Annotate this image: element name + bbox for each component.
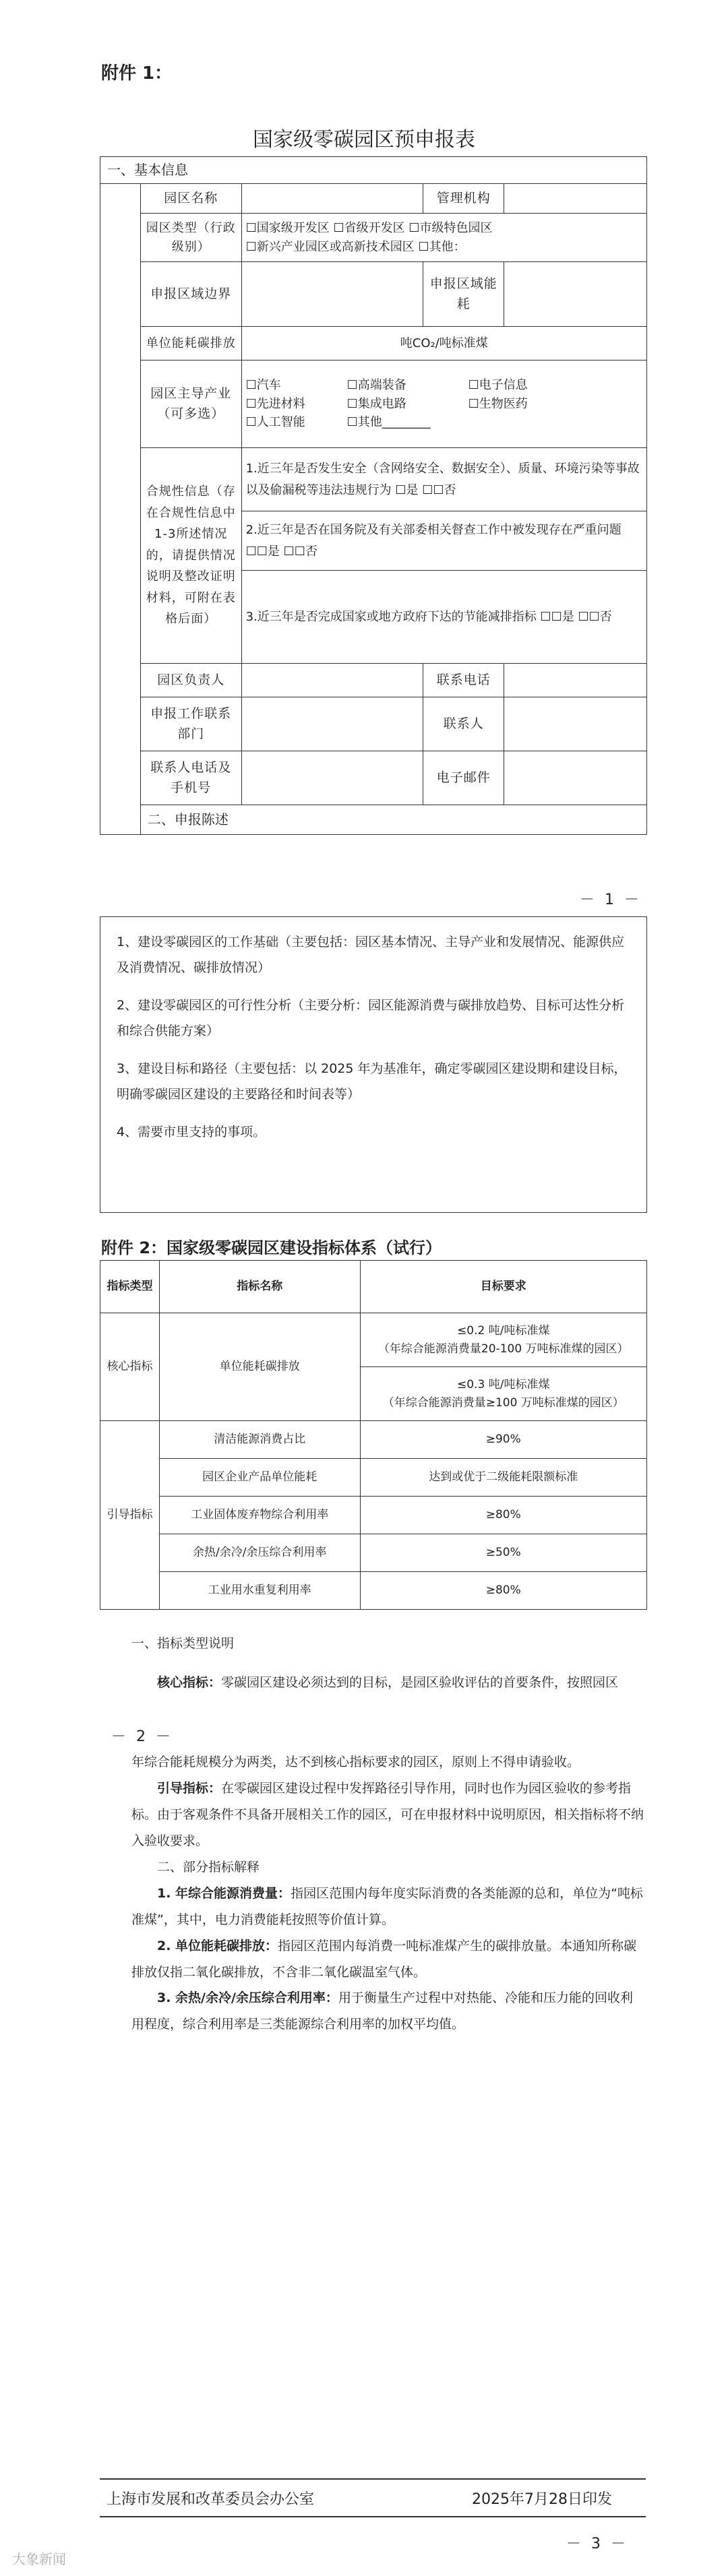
- left-margin-cell: [100, 184, 141, 835]
- park-name-field[interactable]: [241, 184, 423, 214]
- core-def: [131, 1670, 644, 1696]
- park-type-options-line1: ☐国家级开发区 ☐省级开发区 ☐市级特色园区: [245, 220, 493, 235]
- page-number-1: － 1 －: [580, 891, 642, 908]
- item-3: [131, 1985, 644, 2038]
- email-field[interactable]: [504, 751, 647, 805]
- attachment-2-title: 附件 2：国家级零碳园区建设指标体系（试行）: [101, 1238, 442, 1257]
- core-def-term: 核心指标：: [157, 1675, 222, 1690]
- industry-ic[interactable]: ☐集成电路: [346, 396, 406, 411]
- page-number-2: － 2 －: [111, 1728, 173, 1745]
- statement-para-2: 2、建设零碳园区的可行性分析（主要分析：园区能源消费与碳排放趋势、目标可达性分析和综合供能方案）: [117, 998, 625, 1038]
- park-type-options-line2: ☐新兴产业园区或高新技术园区 ☐其他：: [245, 239, 466, 254]
- guide-def-term: 引导指标：: [157, 1780, 222, 1796]
- footer-rule-bottom: [100, 2516, 646, 2517]
- contact-field[interactable]: [504, 697, 647, 751]
- footer-rule-top: [100, 2478, 646, 2480]
- item-3-text: 用于衡量生产过程中对热能、冷能和压力能的回收利用程度，综合利用率是三类能源综合利用率的加权平均值。: [131, 1990, 633, 2032]
- indicator-table: [100, 1260, 647, 1610]
- core-req-1-value: ≤0.2 吨/吨标准煤: [457, 1324, 550, 1338]
- guide-req-4: ≥50%: [360, 1534, 646, 1572]
- core-def-cont: 年综合能耗规模分为两类，达不到核心指标要求的园区，原则上不得申请验收。: [131, 1755, 580, 1769]
- industry-materials[interactable]: ☐先进材料: [245, 396, 305, 411]
- statement-para-4: 4、需要市里支持的事项。: [117, 1125, 266, 1139]
- intensity-label: 单位能耗碳排放: [140, 327, 241, 360]
- mgmt-label: 管理机构: [423, 184, 504, 214]
- compliance-item-3[interactable]: 3.近三年是否完成国家或地方政府下达的节能减排指标 ☐☐是 ☐☐否: [241, 571, 646, 664]
- item-1-term: 1. 年综合能源消费量：: [157, 1885, 291, 1901]
- core-req-2-note: （年综合能源消费量≥100 万吨标准煤的园区）: [382, 1395, 624, 1410]
- section-basic-info: 一、基本信息: [100, 157, 647, 184]
- guide-name-5: 工业用水重复利用率: [159, 1572, 360, 1610]
- industry-biomed[interactable]: ☐生物医药: [468, 396, 528, 411]
- intensity-unit: 吨CO₂/吨标准煤: [241, 327, 646, 360]
- industry-row-1: [246, 376, 642, 395]
- sec2-heading: 二、部分指标解释: [157, 1859, 260, 1875]
- core-req-1: [360, 1313, 646, 1367]
- dept-label: 申报工作联系部门: [140, 697, 241, 751]
- core-req-2-value: ≤0.3 吨/吨标准煤: [457, 1378, 550, 1392]
- guide-def-text: 在零碳园区建设过程中发挥路径引导作用，同时也作为园区验收的参考指标。由于客观条件不具备开展相关工作的园区，可在申报材料中说明原因，相关指标将不纳入验收要求。: [131, 1780, 644, 1848]
- header-req: 目标要求: [360, 1261, 646, 1313]
- mobile-label: 联系人电话及手机号: [140, 751, 241, 805]
- core-type: 核心指标: [100, 1313, 160, 1421]
- expl-heading: 一、指标类型说明: [131, 1636, 235, 1651]
- item-2: [131, 1933, 644, 1986]
- item-1: [131, 1881, 644, 1933]
- industry-ai[interactable]: ☐人工智能: [245, 415, 305, 430]
- compliance-item-2[interactable]: 2.近三年是否在国务院及有关部委相关督查工作中被发现存在严重问题 ☐☐是 ☐☐否: [241, 511, 646, 571]
- item-2-text: 指园区范围内每消费一吨标准煤产生的碳排放量。本通知所称碳排放仅指二氧化碳排放，不含非二氧化碳温室气体。: [131, 1938, 637, 1980]
- leader-label: 园区负责人: [140, 664, 241, 697]
- industry-row-2: [246, 395, 642, 414]
- watermark: 大象新闻: [12, 2551, 66, 2567]
- guide-req-3: ≥80%: [360, 1497, 646, 1534]
- phone-field[interactable]: [504, 664, 647, 697]
- footer-date: 2025年7月28日印发: [472, 2491, 612, 2508]
- mobile-field[interactable]: [241, 751, 423, 805]
- dept-field[interactable]: [241, 697, 423, 751]
- item-1-text: 指园区范围内每年度实际消费的各类能源的总和，单位为“吨标准煤”，其中，电力消费能耗按照等价值计算。: [131, 1885, 643, 1927]
- statement-para-3: 3、建设目标和路径（主要包括：以 2025 年为基准年，确定零碳园区建设期和建设目标，明确零碳园区建设的主要路径和时间表等）: [117, 1061, 627, 1102]
- park-type-label: 园区类型（行政级别）: [140, 214, 241, 262]
- guide-type: 引导指标: [100, 1421, 160, 1610]
- boundary-label: 申报区域边界: [140, 262, 241, 327]
- item-2-term: 2. 单位能耗碳排放：: [157, 1938, 278, 1953]
- industry-row-3: [246, 413, 642, 432]
- park-name-label: 园区名称: [140, 184, 241, 214]
- guide-name-2: 园区企业产品单位能耗: [159, 1459, 360, 1497]
- core-name: 单位能耗碳排放: [159, 1313, 360, 1421]
- industry-electronics[interactable]: ☐电子信息: [468, 377, 528, 392]
- guide-req-5: ≥80%: [360, 1572, 646, 1610]
- core-req-2: [360, 1367, 646, 1421]
- statement-para-1: 1、建设零碳园区的工作基础（主要包括：园区基本情况、主导产业和发展情况、能源供应及消费情况、碳排放情况）: [117, 935, 625, 975]
- email-label: 电子邮件: [423, 751, 504, 805]
- industry-auto[interactable]: ☐汽车: [245, 377, 281, 392]
- header-type: 指标类型: [100, 1261, 160, 1313]
- application-form-table: [100, 156, 647, 835]
- statement-box: [100, 916, 647, 1213]
- energy-label: 申报区域能耗: [423, 262, 504, 327]
- boundary-field[interactable]: [241, 262, 423, 327]
- industry-label: 园区主导产业（可多选）: [140, 360, 241, 448]
- guide-name-1: 清洁能源消费占比: [159, 1421, 360, 1459]
- energy-field[interactable]: [504, 262, 647, 327]
- guide-req-2: 达到或优于二级能耗限额标准: [360, 1459, 646, 1497]
- mgmt-field[interactable]: [504, 184, 647, 214]
- guide-def: [131, 1776, 644, 1854]
- phone-label: 联系电话: [423, 664, 504, 697]
- page3-body: [131, 1749, 644, 2038]
- leader-field[interactable]: [241, 664, 423, 697]
- guide-name-4: 余热/余冷/余压综合利用率: [159, 1534, 360, 1572]
- guide-name-3: 工业固体废弃物综合利用率: [159, 1497, 360, 1534]
- industry-other[interactable]: ☐其他________: [346, 415, 431, 430]
- compliance-item-1[interactable]: 1.近三年是否发生安全（含网络安全、数据安全）、质量、环境污染等事故以及偷漏税等违法违规行为 ☐是 ☐☐否: [241, 448, 646, 511]
- core-req-1-note: （年综合能源消费量20-100 万吨标准煤的园区）: [377, 1342, 629, 1356]
- header-name: 指标名称: [159, 1261, 360, 1313]
- contact-label: 联系人: [423, 697, 504, 751]
- item-3-term: 3. 余热/余冷/余压综合利用率：: [157, 1990, 338, 2006]
- attachment-1-label: 附件 1：: [101, 63, 173, 84]
- section-statement: 二、申报陈述: [140, 805, 646, 835]
- park-type-options[interactable]: [241, 214, 646, 262]
- guide-req-1: ≥90%: [360, 1421, 646, 1459]
- industry-options[interactable]: [241, 360, 646, 448]
- footer-org: 上海市发展和改革委员会办公室: [107, 2491, 315, 2508]
- compliance-label: 合规性信息（存在合规性信息中1-3所述情况的，请提供情况说明及整改证明材料，可附在表格后面）: [140, 448, 241, 664]
- page-number-3: － 3 －: [566, 2536, 628, 2552]
- industry-equipment[interactable]: ☐高端装备: [346, 377, 406, 392]
- core-def-text: 零碳园区建设必须达到的目标，是园区验收评估的首要条件，按照园区: [221, 1675, 619, 1690]
- page-title: 国家级零碳园区预申报表: [253, 128, 475, 152]
